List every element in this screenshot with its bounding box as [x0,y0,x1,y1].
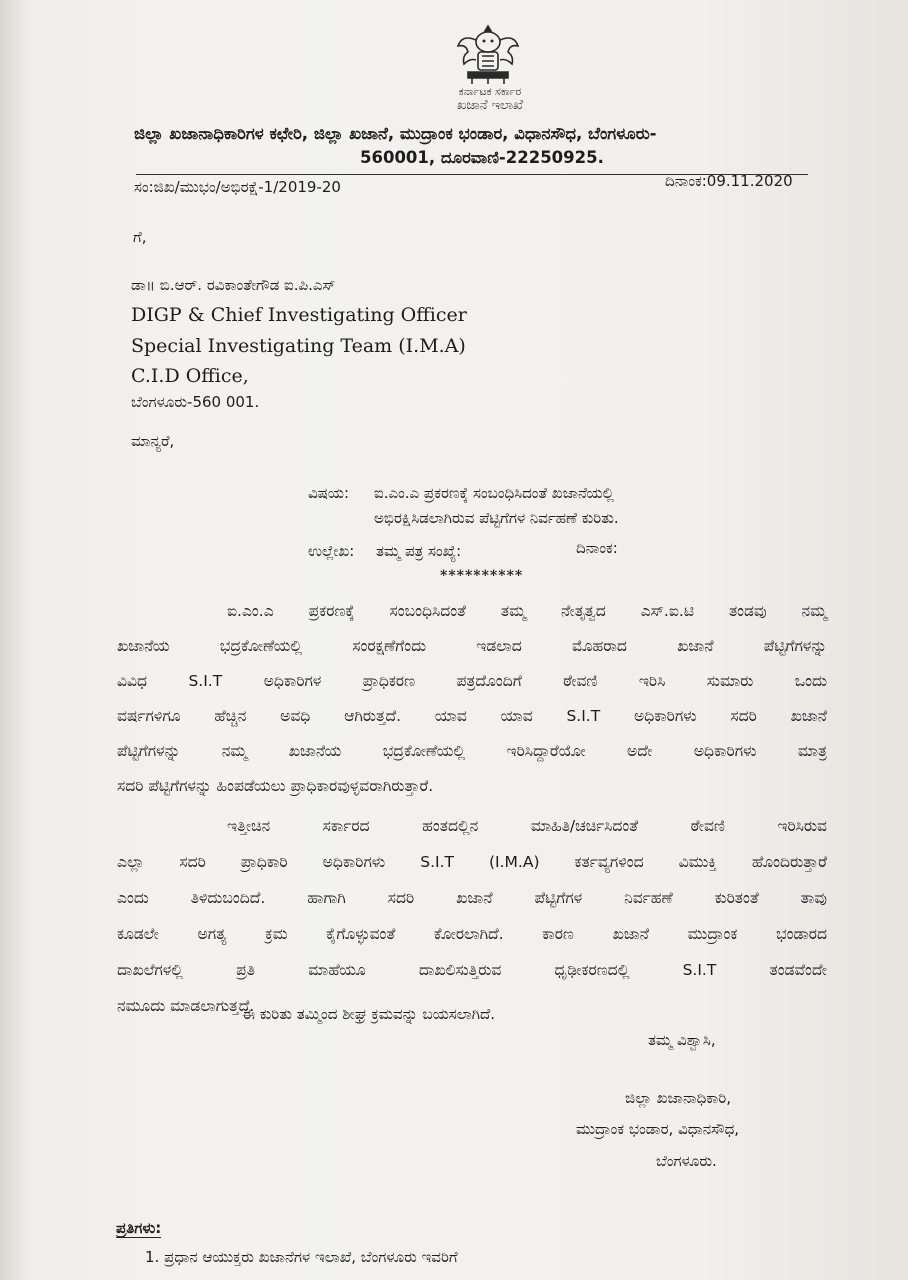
signatory-title: ಜಿಲ್ಲಾ ಖಜಾನಾಧಿಕಾರಿ, [625,1089,732,1107]
letter-date: ದಿನಾಂಕ:09.11.2020 [665,172,793,190]
salutation: ಮಾನ್ಯರೆ, [131,432,175,450]
government-label: ಕರ್ನಾಟಕ ಸರ್ಕಾರ [458,85,522,98]
reference-number: ಸಂ:ಜಿಖ/ಮುಭಂ/ಅಭಿರಕ್ಷೆ-1/2019-20 [134,178,341,196]
signatory-office: ಮುದ್ರಾಂಕ ಭಂಡಾರ, ವಿಧಾನಸೌಧ, [576,1120,740,1138]
paragraph-line: ವಿವಿಧ S.I.T ಅಧಿಕಾರಿಗಳ ಪ್ರಾಧಿಕರಣ ಪತ್ರದೊಂದಿಗೆ ಠೇವಣಿ ಇರಿಸಿ ಸುಮಾರು ಒಂದು [117,672,827,690]
to-label: ಗೆ, [133,228,147,246]
recipient-name: ಡಾ॥ ಬಿ.ಆರ್. ರವಿಕಾಂತೇಗೌಡ ಐ.ಪಿ.ಎಸ್ [131,276,336,294]
subject-line-1: ಐ.ಎಂ.ಎ ಪ್ರಕರಣಕ್ಕೆ ಸಂಬಂಧಿಸಿದಂತೆ ಖಜಾನೆಯಲ್ಲಿ [374,484,614,502]
reference-date-label: ದಿನಾಂಕ: [576,539,618,557]
state-emblem-icon [448,20,528,90]
paragraph-line: ಸದರಿ ಪೆಟ್ಟಿಗೆಗಳನ್ನು ಹಿಂಪಡೆಯಲು ಪ್ರಾಧಿಕಾರವುಳ್ಳವರಾಗಿರುತ್ತಾರೆ. [117,777,434,795]
office-address-line-2: 560001, ದೂರವಾಣಿ-22250925. [360,148,604,167]
recipient-team: Special Investigating Team (I.M.A) [131,335,466,357]
paragraph-line: ಇತ್ತೀಚಿನ ಸರ್ಕಾರದ ಹಂತದಲ್ಲಿನ ಮಾಹಿತಿ/ಚರ್ಚಿಸಿದಂತೆ ಠೇವಣಿ ಇರಿಸಿರುವ [227,817,827,835]
paragraph-line: ಕೂಡಲೇ ಅಗತ್ಯ ಕ್ರಮ ಕೈಗೊಳ್ಳುವಂತೆ ಕೋರಲಾಗಿದೆ. ಕಾರಣ ಖಜಾನೆ ಮುದ್ರಾಂಕ ಭಂಡಾರದ [117,925,827,943]
recipient-city: ಬೆಂಗಳೂರು-560 001. [131,393,260,411]
reference-label: ಉಲ್ಲೇಖ: [308,542,355,560]
subject-line-2: ಅಭಿರಕ್ಷಿಸಿಡಲಾಗಿರುವ ಪೆಟ್ಟಿಗೆಗಳ ನಿರ್ವಹಣೆ ಕುರಿತು. [374,509,619,527]
paragraph-line: ಎಲ್ಲಾ ಸದರಿ ಪ್ರಾಧಿಕಾರಿ ಅಧಿಕಾರಿಗಳು S.I.T (I.M.A) ಕರ್ತವ್ಯಗಳಿಂದ ವಿಮುಕ್ತಿ ಹೊಂದಿರುತ್ತಾರೆ [117,853,827,871]
office-address-line-1: ಜಿಲ್ಲಾ ಖಜಾನಾಧಿಕಾರಿಗಳ ಕಛೇರಿ, ಜಿಲ್ಲಾ ಖಜಾನೆ, ಮುದ್ರಾಂಕ ಭಂಡಾರ, ವಿಧಾನಸೌಧ, ಬೆಂಗಳೂರು- [134,124,657,143]
paragraph-line: ವರ್ಷಗಳಿಗೂ ಹೆಚ್ಚಿನ ಅವಧಿ ಆಗಿರುತ್ತದೆ. ಯಾವ ಯಾವ S.I.T ಅಧಿಕಾರಿಗಳು ಸದರಿ ಖಜಾನೆ [117,707,827,725]
paragraph-line: ಪೆಟ್ಟಿಗೆಗಳನ್ನು ನಮ್ಮ ಖಜಾನೆಯ ಭದ್ರಕೋಣೆಯಲ್ಲಿ ಇರಿಸಿದ್ದಾರೆಯೋ ಅದೇ ಅಧಿಕಾರಿಗಳು ಮಾತ್ರ [117,742,827,760]
copy-item: 1. ಪ್ರಧಾನ ಆಯುಕ್ತರು ಖಜಾನೆಗಳ ಇಲಾಖೆ, ಬೆಂಗಳೂರು ಇವರಿಗೆ [145,1248,458,1266]
request-line: ಈ ಕುರಿತು ತಮ್ಮಿಂದ ಶೀಘ್ರ ಕ್ರಮವನ್ನು ಬಯಸಲಾಗಿದೆ. [242,1005,496,1023]
body-paragraph-1 [117,594,827,804]
paragraph-line: ದಾಖಲೆಗಳಲ್ಲಿ ಪ್ರತಿ ಮಾಹೆಯೂ ದಾಖಲಿಸುತ್ತಿರುವ ಧೃಢೀಕರಣದಲ್ಲಿ S.I.T ತಂಡವೆಂದೇ [117,961,827,979]
closing-line: ತಮ್ಮ ವಿಶ್ವಾಸಿ, [648,1031,716,1049]
signatory-city: ಬೆಂಗಳೂರು. [656,1152,717,1170]
recipient-designation: DIGP & Chief Investigating Officer [131,304,467,326]
department-label: ಖಜಾನೆ ಇಲಾಖೆ [456,98,524,113]
emblem-caption [420,86,560,114]
paragraph-line: ಎಂದು ತಿಳಿದುಬಂದಿದೆ. ಹಾಗಾಗಿ ಸದರಿ ಖಜಾನೆ ಪೆಟ್ಟಿಗೆಗಳ ನಿರ್ವಹಣೆ ಕುರಿತಂತೆ ತಾವು [117,889,827,907]
copies-label: ಪ್ರತಿಗಳು: [116,1219,162,1237]
body-paragraph-2 [117,808,827,1024]
paragraph-line: ನಮೂದು ಮಾಡಲಾಗುತ್ತದೆ. [117,997,255,1015]
paragraph-line: ಖಜಾನೆಯ ಭದ್ರಕೋಣೆಯಲ್ಲಿ ಸಂರಕ್ಷಣೆಗೆಂದು ಇಡಲಾದ ಮೊಹರಾದ ಖಜಾನೆ ಪೆಟ್ಟಿಗೆಗಳನ್ನು [117,637,827,655]
reference-text: ತಮ್ಮ ಪತ್ರ ಸಂಖ್ಯೆ: [376,542,462,560]
subject-label: ವಿಷಯ: [308,484,349,502]
recipient-office: C.I.D Office, [131,365,249,387]
separator: ********** [440,568,524,584]
paragraph-line: ಐ.ಎಂ.ಎ ಪ್ರಕರಣಕ್ಕೆ ಸಂಬಂಧಿಸಿದಂತೆ ತಮ್ಮ ನೇತೃತ್ವದ ಎಸ್.ಐ.ಟಿ ತಂಡವು ನಮ್ಮ [227,602,827,620]
